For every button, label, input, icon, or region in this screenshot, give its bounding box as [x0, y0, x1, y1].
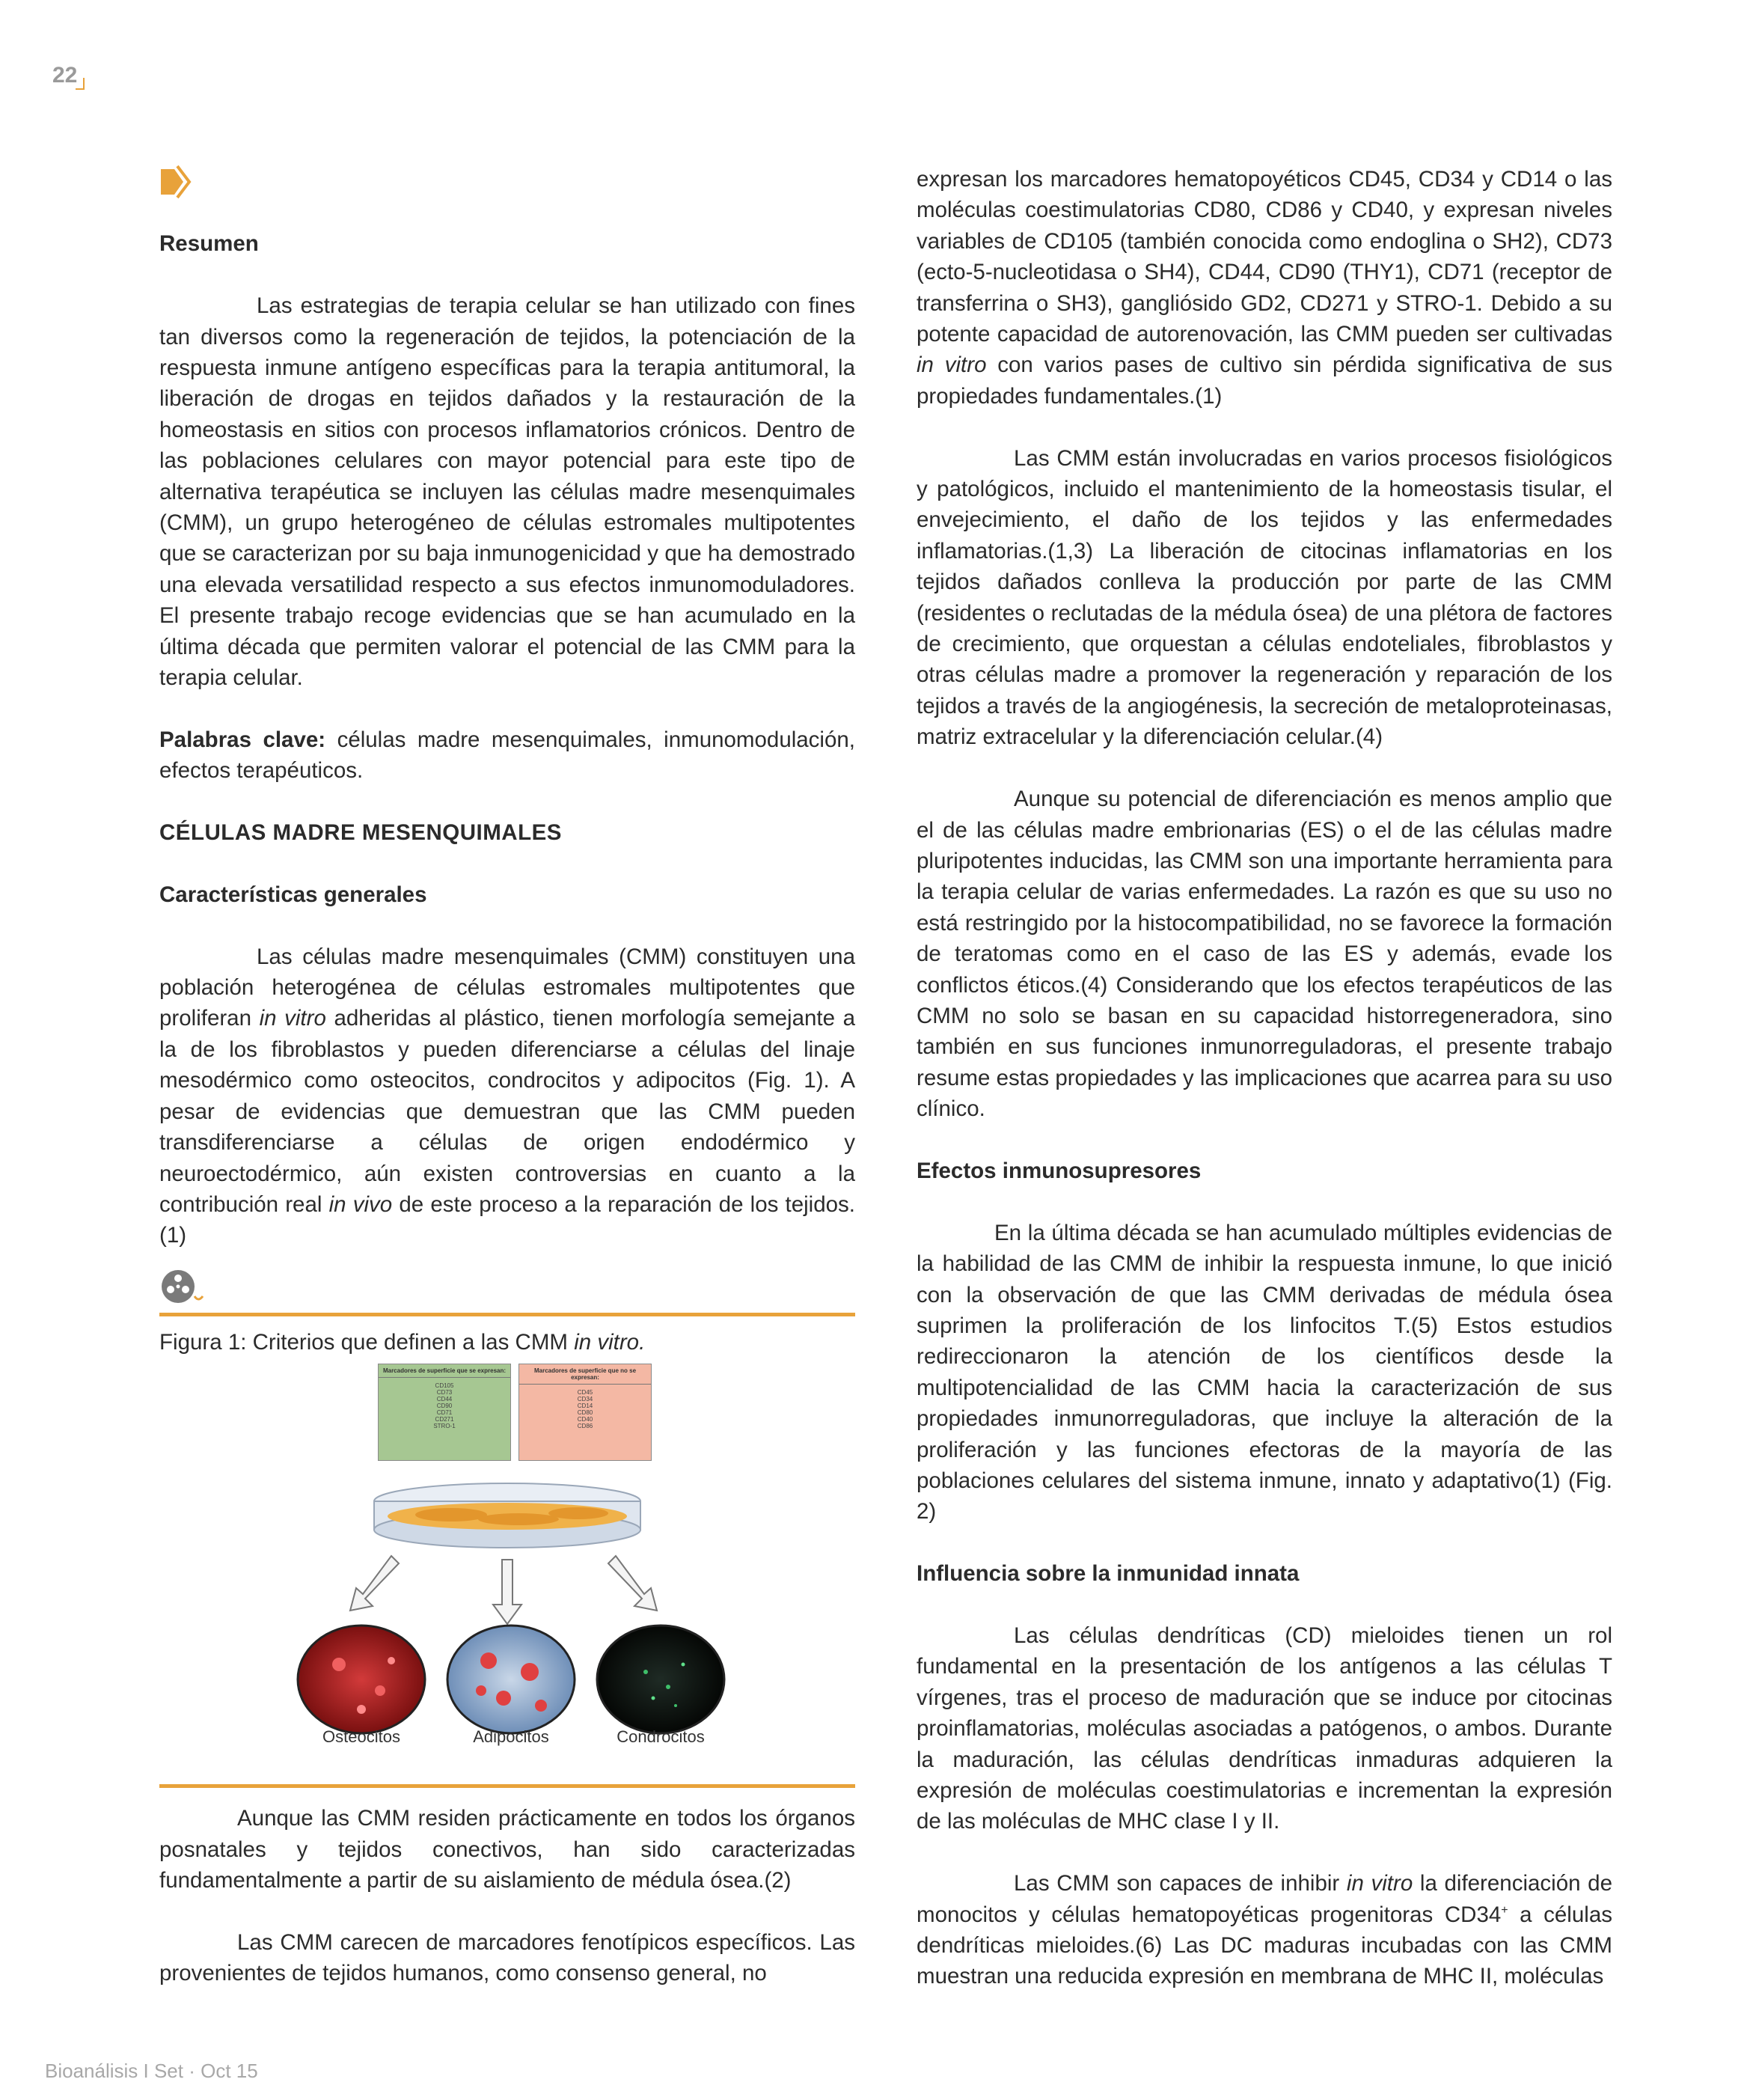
paragraph-markers-cont: expresan los marcadores hematopoyéticos CD45, CD34 y CD14 o las moléculas coestimulatorias CD80, CD86 y CD40, y expresan niveles variables de CD105 (también conocida como endoglina o SH2), CD73 (ecto-5-nucleotidasa o SH4), CD44, CD90 (THY1), CD71 (receptor de transferrina o SH3), gangliósido GD2, CD271 y STRO-1. Debido a su potente capacidad de autorenovación, las CMM pueden ser cultivadas in vitro con varios pases de cultivo sin pérdida significativa de sus propiedades fundamentales.(1)	[917, 167, 1613, 409]
heading-innate-immunity: Influencia sobre la inmunidad innata	[917, 1561, 1300, 1587]
paragraph-location: Aunque las CMM residen prácticamente en todos los órganos posnatales y tejidos conectivos, han sido caracterizadas fundamentalmente a partir de su aislamiento de médula ósea.(2)	[159, 1806, 855, 1893]
paragraph-immunosuppressive: En la última década se han acumulado múltiples evidencias de la habilidad de las CMM de inhibir la respuesta inmune, lo que inició con la observación de que las CMM derivadas de médula ósea suprimen la proliferación de los linfocitos T.(5) Estos estudios redireccionaron la atención de los científicos desde la multipotencialidad de las CMM hacia la caracterización de sus propiedades inmunorreguladoras, que incluye la alteración de la proliferación y las funciones efectoras de la mayoría de las poblaciones celulares del sistema inmune, innato y adaptativo(1) (Fig. 2)	[917, 1220, 1612, 1524]
resumen-text: Las estrategias de terapia celular se han utilizado con fines tan diversos como la regeneración de tejidos, la potenciación de la respuesta inmune antígeno específicas para la terapia antitumoral, la liberación de drogas en tejidos dañados y la restauración de la homeostasis en sitios con procesos inflamatorios crónicos. Dentro de las poblaciones celulares con mayor potencial para este tipo de alternativa terapéutica se incluyen las células madre mesenquimales (CMM), un grupo heterogéneo de células estromales multipotentes que se caracterizan por su baja inmunogenicidad y que ha demostrado una elevada versatilidad respecto a sus efectos inmunomoduladores. El presente trabajo recoge evidencias que se han acumulado en la última década que permiten valorar el potencial de las CMM para la terapia celular.	[159, 293, 855, 691]
label-condrocitos: Condrocitos	[617, 1727, 705, 1747]
film-reel-icon	[159, 1268, 212, 1305]
resumen-heading: Resumen	[159, 231, 259, 257]
subsection-title: Características generales	[159, 882, 427, 907]
paragraph-markers: Las CMM carecen de marcadores fenotípicos específicos. Las provenientes de tejidos humanos, como consenso general, no	[159, 1929, 855, 1986]
label-adipocitos: Adipocitos	[473, 1727, 549, 1747]
osteocitos-image	[298, 1626, 425, 1733]
paragraph-differentiation: Aunque su potencial de diferenciación es menos amplio que el de las células madre embrionarias (ES) o el de las células madre pluripotentes inducidas, las CMM son una importante herramienta para la terapia celular de varias enfermedades. La razón es que su uso no está restringido por la histocompatibilidad, no se favorece la formación de teratomas como en el caso de las ES y además, evade los conflictos éticos.(4) Considerando que los efectos terapéuticos de las CMM no solo se basan en su capacidad historregeneradora, sino también en sus funciones inmunorreguladoras, el presente trabajo resume estas propiedades y las implicaciones que acarrea para su uso clínico.	[917, 787, 1612, 1122]
left-column	[159, 163, 855, 1989]
chevron-arrow-icon	[159, 163, 194, 201]
paragraph-dendritic: Las células dendríticas (CD) mieloides tienen un rol fundamental en la presentación de los antígenos a las células T vírgenes, tras el proceso de maduración que se induce por citocinas proinflamatorias, moléculas asociadas a patógenos, o ambos. Durante la maduración, las células dendríticas inmaduras adquieren la expresión de moléculas coestimulatorias e incrementan la expresión de las moléculas de MHC clase I y II.	[917, 1623, 1612, 1834]
paragraph-general: Las células madre mesenquimales (CMM) constituyen una población heterogénea de células estromales multipotentes que proliferan in vitro adheridas al plástico, tienen morfología semejante a la de los fibroblastos y pueden diferenciarse a células del linaje mesodérmico como osteocitos, condrocitos y adipocitos (Fig. 1). A pesar de evidencias que demuestran que las CMM pueden transdiferenciarse a células de origen endodérmico y neuroectodérmico, aún existen controversias en cuanto a la contribución real in vivo de este proceso a la reparación de los tejidos. (1)	[159, 944, 855, 1248]
figure-1	[159, 1358, 855, 1777]
figure-bottom-rule	[159, 1784, 855, 1788]
condrocitos-image	[597, 1626, 724, 1733]
keywords	[159, 724, 855, 787]
table-expressed-markers: Marcadores de superficie que se expresan: CD105 CD73 CD44 CD90 CD71 CD271 STRO-1	[378, 1364, 511, 1461]
paragraph-dendritic-inhibition: Las CMM son capaces de inhibir in vitro la diferenciación de monocitos y células hematopoyéticas progenitoras CD34+ a células dendríticas mieloides.(6) Las DC maduras incubadas con las CMM muestran una reducida expresión en membrana de MHC II, moléculas	[917, 1871, 1612, 1989]
figure-top-rule	[159, 1313, 855, 1316]
footer: Bioanálisis I Set · Oct 15	[45, 2060, 258, 2082]
keywords-text: células madre mesenquimales, inmunomodulación, efectos terapéuticos.	[159, 727, 855, 784]
table-nonexpressed-markers: Marcadores de superficie que no se expresan: CD45 CD34 CD14 CD80 CD40 CD86	[518, 1364, 652, 1461]
section-title: CÉLULAS MADRE MESENQUIMALES	[159, 820, 562, 846]
page-number: 22	[52, 63, 78, 88]
figure-illustration	[159, 1358, 855, 1777]
differentiation-arrows	[350, 1556, 657, 1624]
heading-immunosuppressive: Efectos inmunosupresores	[917, 1158, 1202, 1183]
petri-dish	[374, 1483, 640, 1548]
figure-caption: Figura 1: Criterios que definen a las CMM in vitro.	[159, 1329, 646, 1355]
adipocitos-image	[447, 1626, 575, 1733]
label-osteocitos: Osteocitos	[322, 1727, 400, 1747]
keywords-label: Palabras clave:	[159, 727, 326, 752]
paragraph-physiology: Las CMM están involucradas en varios procesos fisiológicos y patológicos, incluido el mantenimiento de la homeostasis tisular, el envejecimiento, el daño de los tejidos y las enfermedades inflamatorias.(1,3) La liberación de citocinas inflamatorias en los tejidos dañados conlleva la producción por parte de las CMM (residentes o reclutadas de la médula ósea) de una plétora de factores de crecimiento, que orquestan a células endoteliales, fibroblastos y otras células madre a promover la regeneración y reparación de los tejidos a través de la angiogénesis, la secreción de metaloproteinasas, matriz extracelular y la diferenciación celular.(4)	[917, 445, 1612, 750]
right-column	[917, 164, 1612, 1992]
